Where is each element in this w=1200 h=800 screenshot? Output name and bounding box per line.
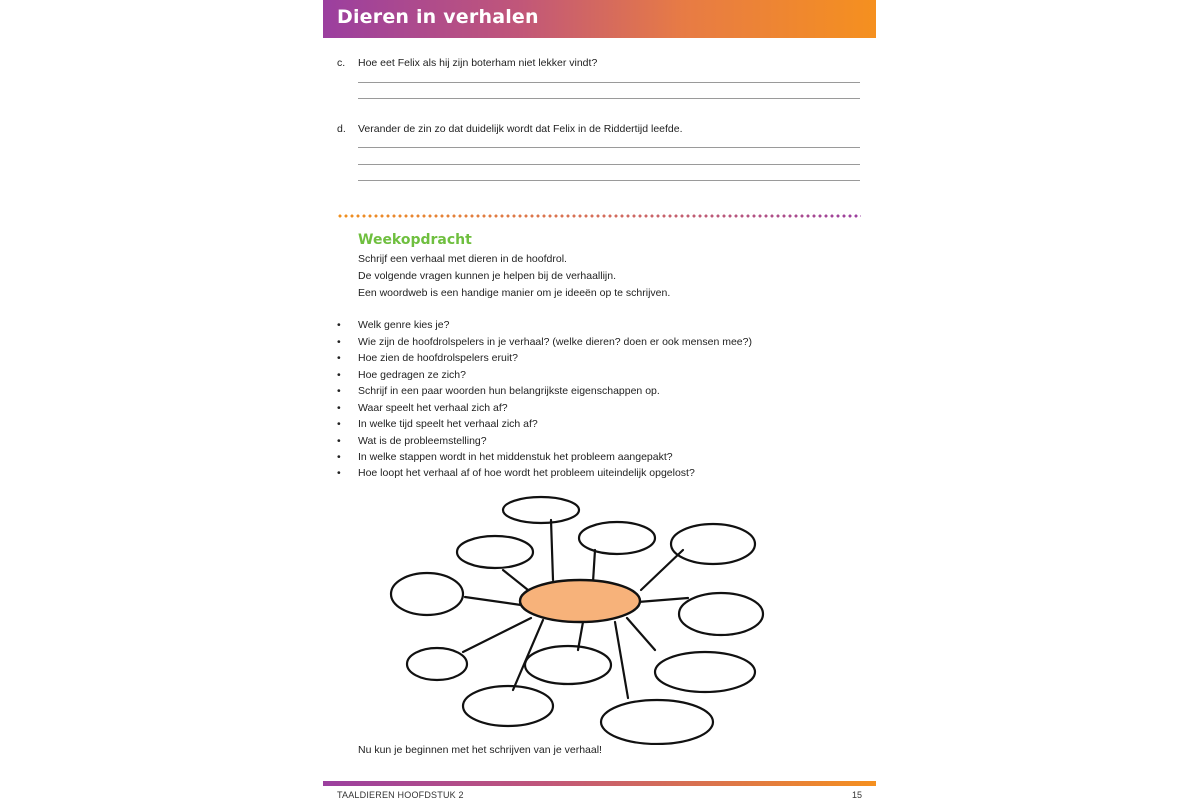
worksheet-page — [323, 0, 876, 800]
answer-line[interactable] — [358, 164, 860, 165]
bullet-item: Schrijf in een paar woorden hun belangrijkste eigenschappen op. — [358, 385, 660, 397]
bullet-marker: • — [337, 451, 341, 463]
page-title: Dieren in verhalen — [337, 6, 539, 28]
web-spoke — [551, 520, 553, 580]
bullet-item: In welke stappen wordt in het middenstuk het probleem aangepakt? — [358, 451, 673, 463]
web-spoke — [593, 550, 595, 582]
bullet-item: Hoe zien de hoofdrolspelers eruit? — [358, 352, 518, 364]
header-bar — [323, 0, 876, 38]
dotted-divider — [337, 214, 861, 218]
web-bubble[interactable] — [463, 686, 553, 726]
bullet-marker: • — [337, 435, 341, 447]
web-bubble[interactable] — [655, 652, 755, 692]
intro-line: Schrijf een verhaal met dieren in de hoofdrol. — [358, 253, 567, 265]
bullet-marker: • — [337, 352, 341, 364]
web-spoke — [465, 597, 521, 605]
bullet-item: Welk genre kies je? — [358, 319, 450, 331]
web-spoke — [615, 622, 628, 698]
web-bubble[interactable] — [525, 646, 611, 684]
web-bubble[interactable] — [457, 536, 533, 568]
bullet-item: Hoe loopt het verhaal af of hoe wordt het probleem uiteindelijk opgelost? — [358, 467, 695, 479]
bullet-marker: • — [337, 319, 341, 331]
bullet-item: Wat is de probleemstelling? — [358, 435, 487, 447]
footer-bar — [323, 781, 876, 786]
answer-line[interactable] — [358, 147, 860, 148]
section-title: Weekopdracht — [358, 232, 472, 248]
bullet-marker: • — [337, 467, 341, 479]
bullet-item: Hoe gedragen ze zich? — [358, 369, 466, 381]
page-number: 15 — [851, 790, 862, 800]
web-spoke — [641, 550, 683, 590]
closing-text: Nu kun je beginnen met het schrijven van je verhaal! — [358, 744, 602, 756]
answer-line[interactable] — [358, 82, 860, 83]
bullet-item: In welke tijd speelt het verhaal zich af? — [358, 418, 538, 430]
bullet-item: Waar speelt het verhaal zich af? — [358, 402, 508, 414]
question-c-text: Hoe eet Felix als hij zijn boterham niet lekker vindt? — [358, 57, 598, 69]
web-spoke — [463, 618, 531, 652]
bullet-marker: • — [337, 369, 341, 381]
answer-line[interactable] — [358, 98, 860, 99]
intro-line: De volgende vragen kunnen je helpen bij de verhaallijn. — [358, 270, 617, 282]
question-d-marker: d. — [337, 123, 346, 135]
web-bubble[interactable] — [391, 573, 463, 615]
web-center-bubble[interactable] — [520, 580, 640, 622]
question-c-marker: c. — [337, 57, 346, 69]
bullet-marker: • — [337, 336, 341, 348]
web-bubble[interactable] — [407, 648, 467, 680]
web-spoke — [638, 598, 688, 602]
bullet-item: Wie zijn de hoofdrolspelers in je verhaal? (welke dieren? doen er ook mensen mee?) — [358, 336, 752, 348]
web-bubble[interactable] — [671, 524, 755, 564]
web-bubble[interactable] — [503, 497, 579, 523]
question-d-text: Verander de zin zo dat duidelijk wordt dat Felix in de Riddertijd leefde. — [358, 123, 683, 135]
footer-chapter: TAALDIEREN HOOFDSTUK 2 — [337, 790, 464, 800]
intro-line: Een woordweb is een handige manier om je ideeën op te schrijven. — [358, 287, 671, 299]
web-bubble[interactable] — [601, 700, 713, 744]
web-bubble[interactable] — [679, 593, 763, 635]
web-spoke — [627, 618, 655, 650]
bullet-marker: • — [337, 418, 341, 430]
answer-line[interactable] — [358, 180, 860, 181]
bullet-marker: • — [337, 385, 341, 397]
word-web-diagram — [383, 490, 773, 745]
bullet-marker: • — [337, 402, 341, 414]
web-bubble[interactable] — [579, 522, 655, 554]
